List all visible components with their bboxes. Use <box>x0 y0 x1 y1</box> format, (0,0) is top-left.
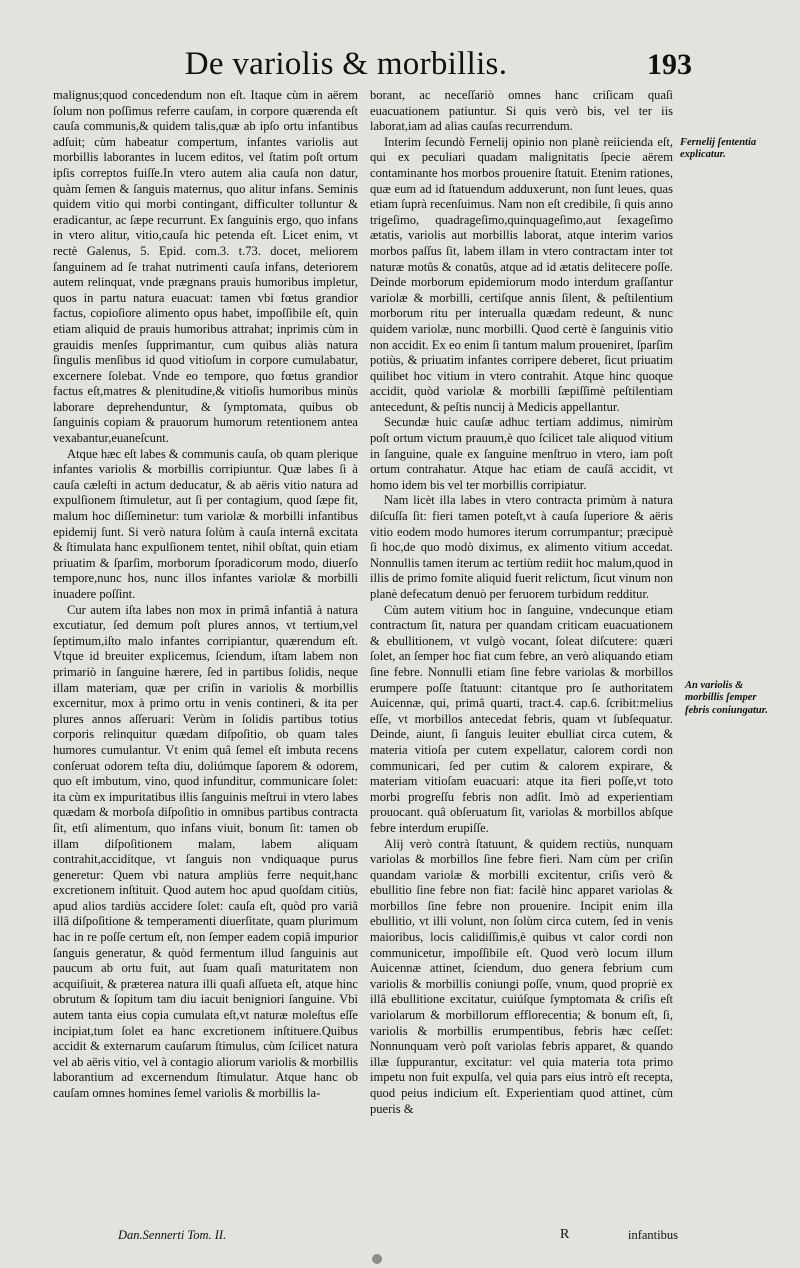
marginal-note-fernel: Fernelij ſententia explicatur. <box>680 137 757 161</box>
page-header <box>0 44 800 86</box>
paragraph: Cur autem iſta labes non mox in primâ infantiâ à natura excutiatur, ſed demum poſt plures annos, vt tertium,vel ſeptimum,iſto malo infantes corripiantur, quærendum eſt. Vtque id breuiter explicemus, ſciendum, iſtam labem non primariò in ſanguine hærere, ſed in partibus ſolidis, neque illam materiam, quæ per criſin in variolis & morbillis excernitur, mox à primo ortu in venis contineri, & ita per plures annos aſſeruari: Verùm in ſolidis partibus totius corporis relinquitur quædam diſpoſitio, ob quam tales humores cumulantur. Vt enim quâ ſemel eſt imbuta recens conſeruat odorem teſta diu, doliúmque ſaporem & odorem, quo eſt imbutum, vino, quod infunditur, communicare ſolet: ita cùm ex impuritatibus illis ſanguinis meſtrui in vtero labes quædam & morboſa diſpoſitio in omnibus partibus contracta ſit, etſi alimentum, quo infans viuit, bonum ſit: tamen ob illam diſpoſitionem malam, labem aliquam contrahit,accidítque, vt ſanguis non vndiquaque purus generetur: Quem vbi natura ampliùs ferre nequit,hanc excretionem inſtituit. Quod autem hoc apud quoſdam citiùs, apud alios tardiùs accidere ſolet: cauſa eſt, quòd pro variâ illâ diſpoſitione & temperamenti diuerſitate, quam plurimum hac in re poſſe certum eſt, non ſemper eadem copiâ impurior ſanguis generatur, & quòd fermentum illud ſanguinis aut paucum ab ortu fuit, aut ſuam quaſi maturitatem non acquiſiuit, & præterea natura illi quaſi aſſueta eſt, atque hinc obrutum & ſopitum tam diu iacuit benigniori ſanguine. Vbi autem tanta eius copia cumulata eſt,vt naturæ moleſtus eſſe incipiat,tum ſolet ea hanc excretionem inſtituere.Quibus accidit & externarum cauſarum ſtimulus, cùm ſcilicet natura vel ab aëris vitio, vel à contagio aliorum variolis & morbillis laborantium ad excernendum ſtimulatur. Atque hanc ob cauſam omnes homines ſemel variolis & morbillis la- <box>53 602 358 1100</box>
catchword: infantibus <box>628 1228 678 1242</box>
paragraph: malignus;quod concedendum non eſt. Itaque cùm in aërem ſolum non poſſimus referre cauſam, in corpore quærenda eſt cauſa communis,& quidem talis,quæ ab ipſo ortu infantibus adſuit; cùm habeatur compertum, infantes variolis aut morbillis laborantes in lucem editos, vel ſtatim poſt ortum ipſis correptos fuiſſe.In vtero autem alia cauſa non datur, quàm ſemen & ſanguis maternus, quo alitur infans. Seminis quidem vitio qui morbi contingant, difficulter tolluntur & eradicantur, ac ſæpe recurrunt. Ex ſanguinis ergo, quo infans in vtero alitur, vitio,cauſa hic petenda eſt. Licet enim, vt rectè Galenus, 5. Epid. com.3. t.73. docet, meliorem ſanguinem ad ſe trahat nutrimenti cauſa infans, deteriorem autem relinquat, vnde prægnans prauis humoribus impletur, quos in partu natura euacuat: tamen vbi fœtus grandior factus, copioſiore alimento opus habet, impoſſibile eſt, quin etiam aliquid de prauis humoribus attrahat; inprimis cùm in grauidis menſes ſupprimantur, cum quibus aliàs natura ſingulis menſibus id quod vitioſum in corpore cumulabatur, excernere ſolebat. Vnde eo tempore, quo fœtus grandior factus eſt,matres & plenitudine,& vitioſis humoribus minùs laborare deprehenduntur, & ſymptomata, quibus ob ſanguinis copiam & prauorum humorum retentionem antea vexabantur,euaneſcunt. <box>53 88 358 446</box>
signature-mark: R <box>560 1227 570 1242</box>
paragraph: Atque hæc eſt labes & communis cauſa, ob quam plerique infantes variolis & morbillis corripiuntur. Quæ labes ſi à cauſa cæleſti in actum deducatur, & ab aëris vitio natura ad expulſionem ſtimuletur, aut ſi per contagium, quod ſæpe fit, malum hoc diſſeminetur: tum variolæ & morbilli infantibus epidemij ſunt. Si verò natura ſolùm à cauſa internâ excitata & ſtimulata hanc expulſionem tentet, nihil obſtat, quin etiam priuatim & ſparſim, morborum ſporadicorum modo, diuerſo tempore,nunc hos, nunc illos infantes variolæ & morbilli inuadere poſſint. <box>53 446 358 601</box>
paragraph: Cùm autem vitium hoc in ſanguine, vndecunque etiam contractum ſit, natura per quandam criticam euacuationem & ebullitionem, vt vulgò vocant, ſoleat diſcutere: quæri ſolet, an ſemper hoc fiat cum febre, an verò aliquando etiam ſine febre. Nonnulli etiam ſine febre variolas & morbillos erumpere poſſe ſtatuunt: citantque pro ſe authoritatem Auicennæ, qui, primâ quarti, tract.4. cap.6. ſcribit:melius eſſe, vt morbillos antecedat febris, quam vt ſubſequatur. Deinde, aiunt, ſi ſanguis leuiter ebulliat circa cutem, & materia vitioſa per cutem expellatur, calorem cordi non communicari, ſed per cutim & calorem expirare, & materiam vitioſam euacuari: atque ita fieri poſſe,vt toto morbi progreſſu febris non adſit. Imò ad experientiam prouocant. quâ obſeruatum ſit, variolas & morbillos abſque febre interdum erupiſſe. <box>370 602 673 835</box>
left-column <box>53 88 358 1102</box>
right-column <box>370 88 673 1117</box>
footer-volume-line: Dan.Sennerti Tom. II. <box>118 1228 227 1242</box>
running-title: De variolis & morbillis. <box>184 46 508 82</box>
paragraph: Nam licèt illa labes in vtero contracta primùm à natura diſcuſſa ſit: fieri tamen poteſt,vt à cauſa ſuperiore & aëris vitio eodem modo humores iterum corrumpantur; præcipuè ſi hoc,de quo modò diximus, ex alimento vitium accedat. Nonnullis tamen iterum ac tertiùm rediit hoc malum,quod in illis de primo fomite aliquid fuerit relictum, ſicut vinum non planè defecatum denuò per feruorem turbidum redditur. <box>370 493 673 601</box>
paragraph: Interim ſecundò Fernelij opinio non planè reiicienda eſt, qui ex peculiari quadam malignitatis ſpecie aërem contaminante hos morbos prouenire ſtatuit. Etenim rationes, quæ eum ad id ſtatuendum adduxerunt, non ſunt leues, quas etiam ſuprà recenſuimus. Nam non eſt credibile, ſi quis anno trigeſimo, quadrageſimo,quinquageſimo,aut ſexageſimo ætatis, variolis aut morbillis laborat, atque interim varios morbos paſſus ſit, labem illam in vtero contractam inter tot naturæ motûs & conatûs, atque ad id ætatis delitecere poſſe. Deinde morborum epidemiorum modo interdum graſſantur variolæ & morbilli, certiſque annis ſilent, & peſtilentium morborum ritu per interualla quædam redeunt, & nunc quidem variolæ, nunc morbilli. Quod certè è ſanguinis vitio non accidit. Ex eo enim ſi tantum malum proueniret, ſparſim potiùs, & priuatim infantes corripere deberet, ſicut priuatim quilibet hoc vitium in vtero contrahit. Atque hinc quoque accidit, quòd variolæ & morbilli ſæpiſſimè peſtilentiam antecedunt, & peſtis nuncij à Medicis appellantur. <box>370 134 673 414</box>
page-footer <box>0 1226 800 1248</box>
page-number: 193 <box>647 48 692 81</box>
binding-hole <box>372 1254 382 1264</box>
paragraph: borant, ac neceſſariò omnes hanc criſicam quaſi euacuationem patiuntur. Si quis verò bis, vel ter iis laborat,iam ad alias cauſas recurrendum. <box>370 88 673 134</box>
paragraph: Alij verò contrà ſtatuunt, & quidem rectiùs, nunquam variolas & morbillos ſine febre fieri. Nam cùm per criſin quandam variolæ & morbilli excitentur, criſis verò & ebullitio ſine febre non fiat: facilè hinc apparet variolas & morbillos ſine febre non prouenire. Incipit enim illa ebullitio, vt illi volunt, non ſolùm circa cutem, ſed in venis maioribus, locis calidiſſimis,è quibus vt calor cordi non communicetur, impoſſibile eſt. Quod verò locum illum Auicennæ attinet, ſciendum, duo genera febrium cum variolis & morbillis coniungi poſſe, vnum, quod propriè ex illâ ebullitione excitatur, cuiúſque ſymptomata & criſis eſt variolarum & morbillorum efflorecentia; & bonum eſt, ſi, variolis & morbillis erumpentibus, febris hæc ceſſet: Nonnunquam verò poſt variolas febris apparet, & quando illæ ſuppurantur, excitatur: vel quia materia tota primo impetu non fuit expulſa, vel quia pars eius intrò eſt recepta, quod peius indicium eſt. Experientiam quod attinet, cùm pueris & <box>370 836 673 1116</box>
marginal-note-variola: An variolis & morbillis ſemper febris coniungatur. <box>685 680 768 716</box>
paragraph: Secundæ huic cauſæ adhuc tertiam addimus, nimirùm poſt ortum victum prauum,è quo ſcilicet tale aliquod vitium in ſanguine, quale ex ſanguine menſtruo in vtero, iam poſt ortum contrahatur. Atque hac etiam de cauſâ accidit, vt homo idem bis vel ter morbillis corripiatur. <box>370 415 673 492</box>
